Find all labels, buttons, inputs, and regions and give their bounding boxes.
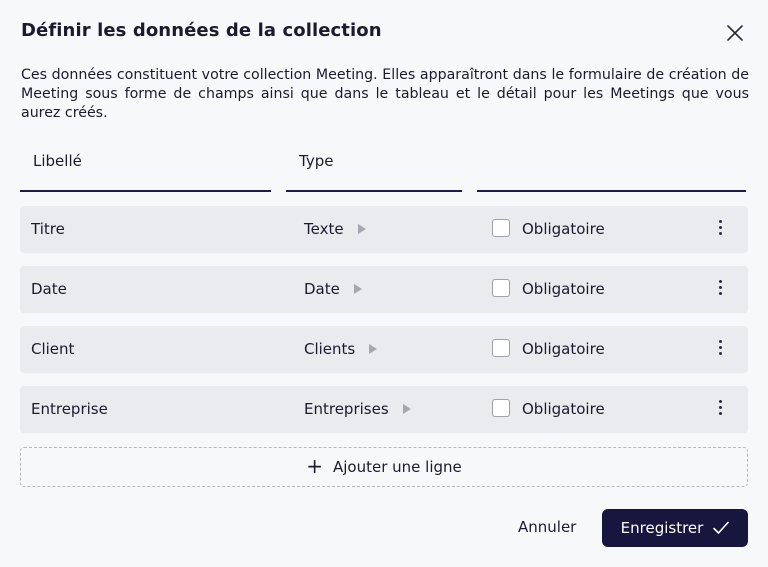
field-label: Titre <box>31 220 65 238</box>
field-type-select[interactable] <box>304 220 366 238</box>
required-checkbox[interactable] <box>492 339 510 357</box>
required-checkbox[interactable] <box>492 219 510 237</box>
plus-icon: + <box>306 454 323 478</box>
field-type-value: Date <box>304 280 340 298</box>
more-options-icon[interactable] <box>714 220 726 240</box>
field-label: Client <box>31 340 75 358</box>
add-line-label: Ajouter une ligne <box>333 458 462 476</box>
required-label: Obligatoire <box>522 220 605 238</box>
field-row-client <box>20 326 748 373</box>
field-row-entreprise <box>20 386 748 433</box>
save-button[interactable] <box>602 509 748 547</box>
field-type-select[interactable] <box>304 340 377 358</box>
field-row-titre <box>20 206 748 253</box>
field-type-value: Clients <box>304 340 356 358</box>
column-divider-type <box>286 190 462 192</box>
add-line-button[interactable] <box>20 447 748 487</box>
field-type-value: Texte <box>304 220 344 238</box>
field-label: Entreprise <box>31 400 108 418</box>
column-header-label: Libellé <box>33 152 82 170</box>
cancel-button[interactable]: Annuler <box>518 518 577 536</box>
column-divider-label <box>20 190 271 192</box>
more-options-icon[interactable] <box>714 340 726 360</box>
close-icon[interactable] <box>726 24 744 42</box>
caret-right-icon <box>369 344 377 354</box>
caret-right-icon <box>354 284 362 294</box>
field-label: Date <box>31 280 67 298</box>
field-type-select[interactable] <box>304 400 411 418</box>
required-label: Obligatoire <box>522 340 605 358</box>
checkmark-icon <box>713 521 729 535</box>
caret-right-icon <box>358 224 366 234</box>
caret-right-icon <box>403 404 411 414</box>
dialog-description: Ces données constituent votre collection Meeting. Elles apparaîtront dans le formulaire de création de Meeting sous forme de champs ainsi que dans le tableau et le détail pour les Meetings que vous aurez créés. <box>21 67 749 121</box>
field-type-select[interactable] <box>304 280 362 298</box>
required-label: Obligatoire <box>522 280 605 298</box>
required-checkbox[interactable] <box>492 399 510 417</box>
field-type-value: Entreprises <box>304 400 389 418</box>
more-options-icon[interactable] <box>714 280 726 300</box>
column-divider-third <box>477 190 746 192</box>
dialog-title: Définir les données de la collection <box>21 20 382 41</box>
column-header-type: Type <box>299 152 334 170</box>
required-checkbox[interactable] <box>492 279 510 297</box>
required-label: Obligatoire <box>522 400 605 418</box>
field-row-date <box>20 266 748 313</box>
more-options-icon[interactable] <box>714 400 726 420</box>
save-button-label: Enregistrer <box>620 519 704 537</box>
